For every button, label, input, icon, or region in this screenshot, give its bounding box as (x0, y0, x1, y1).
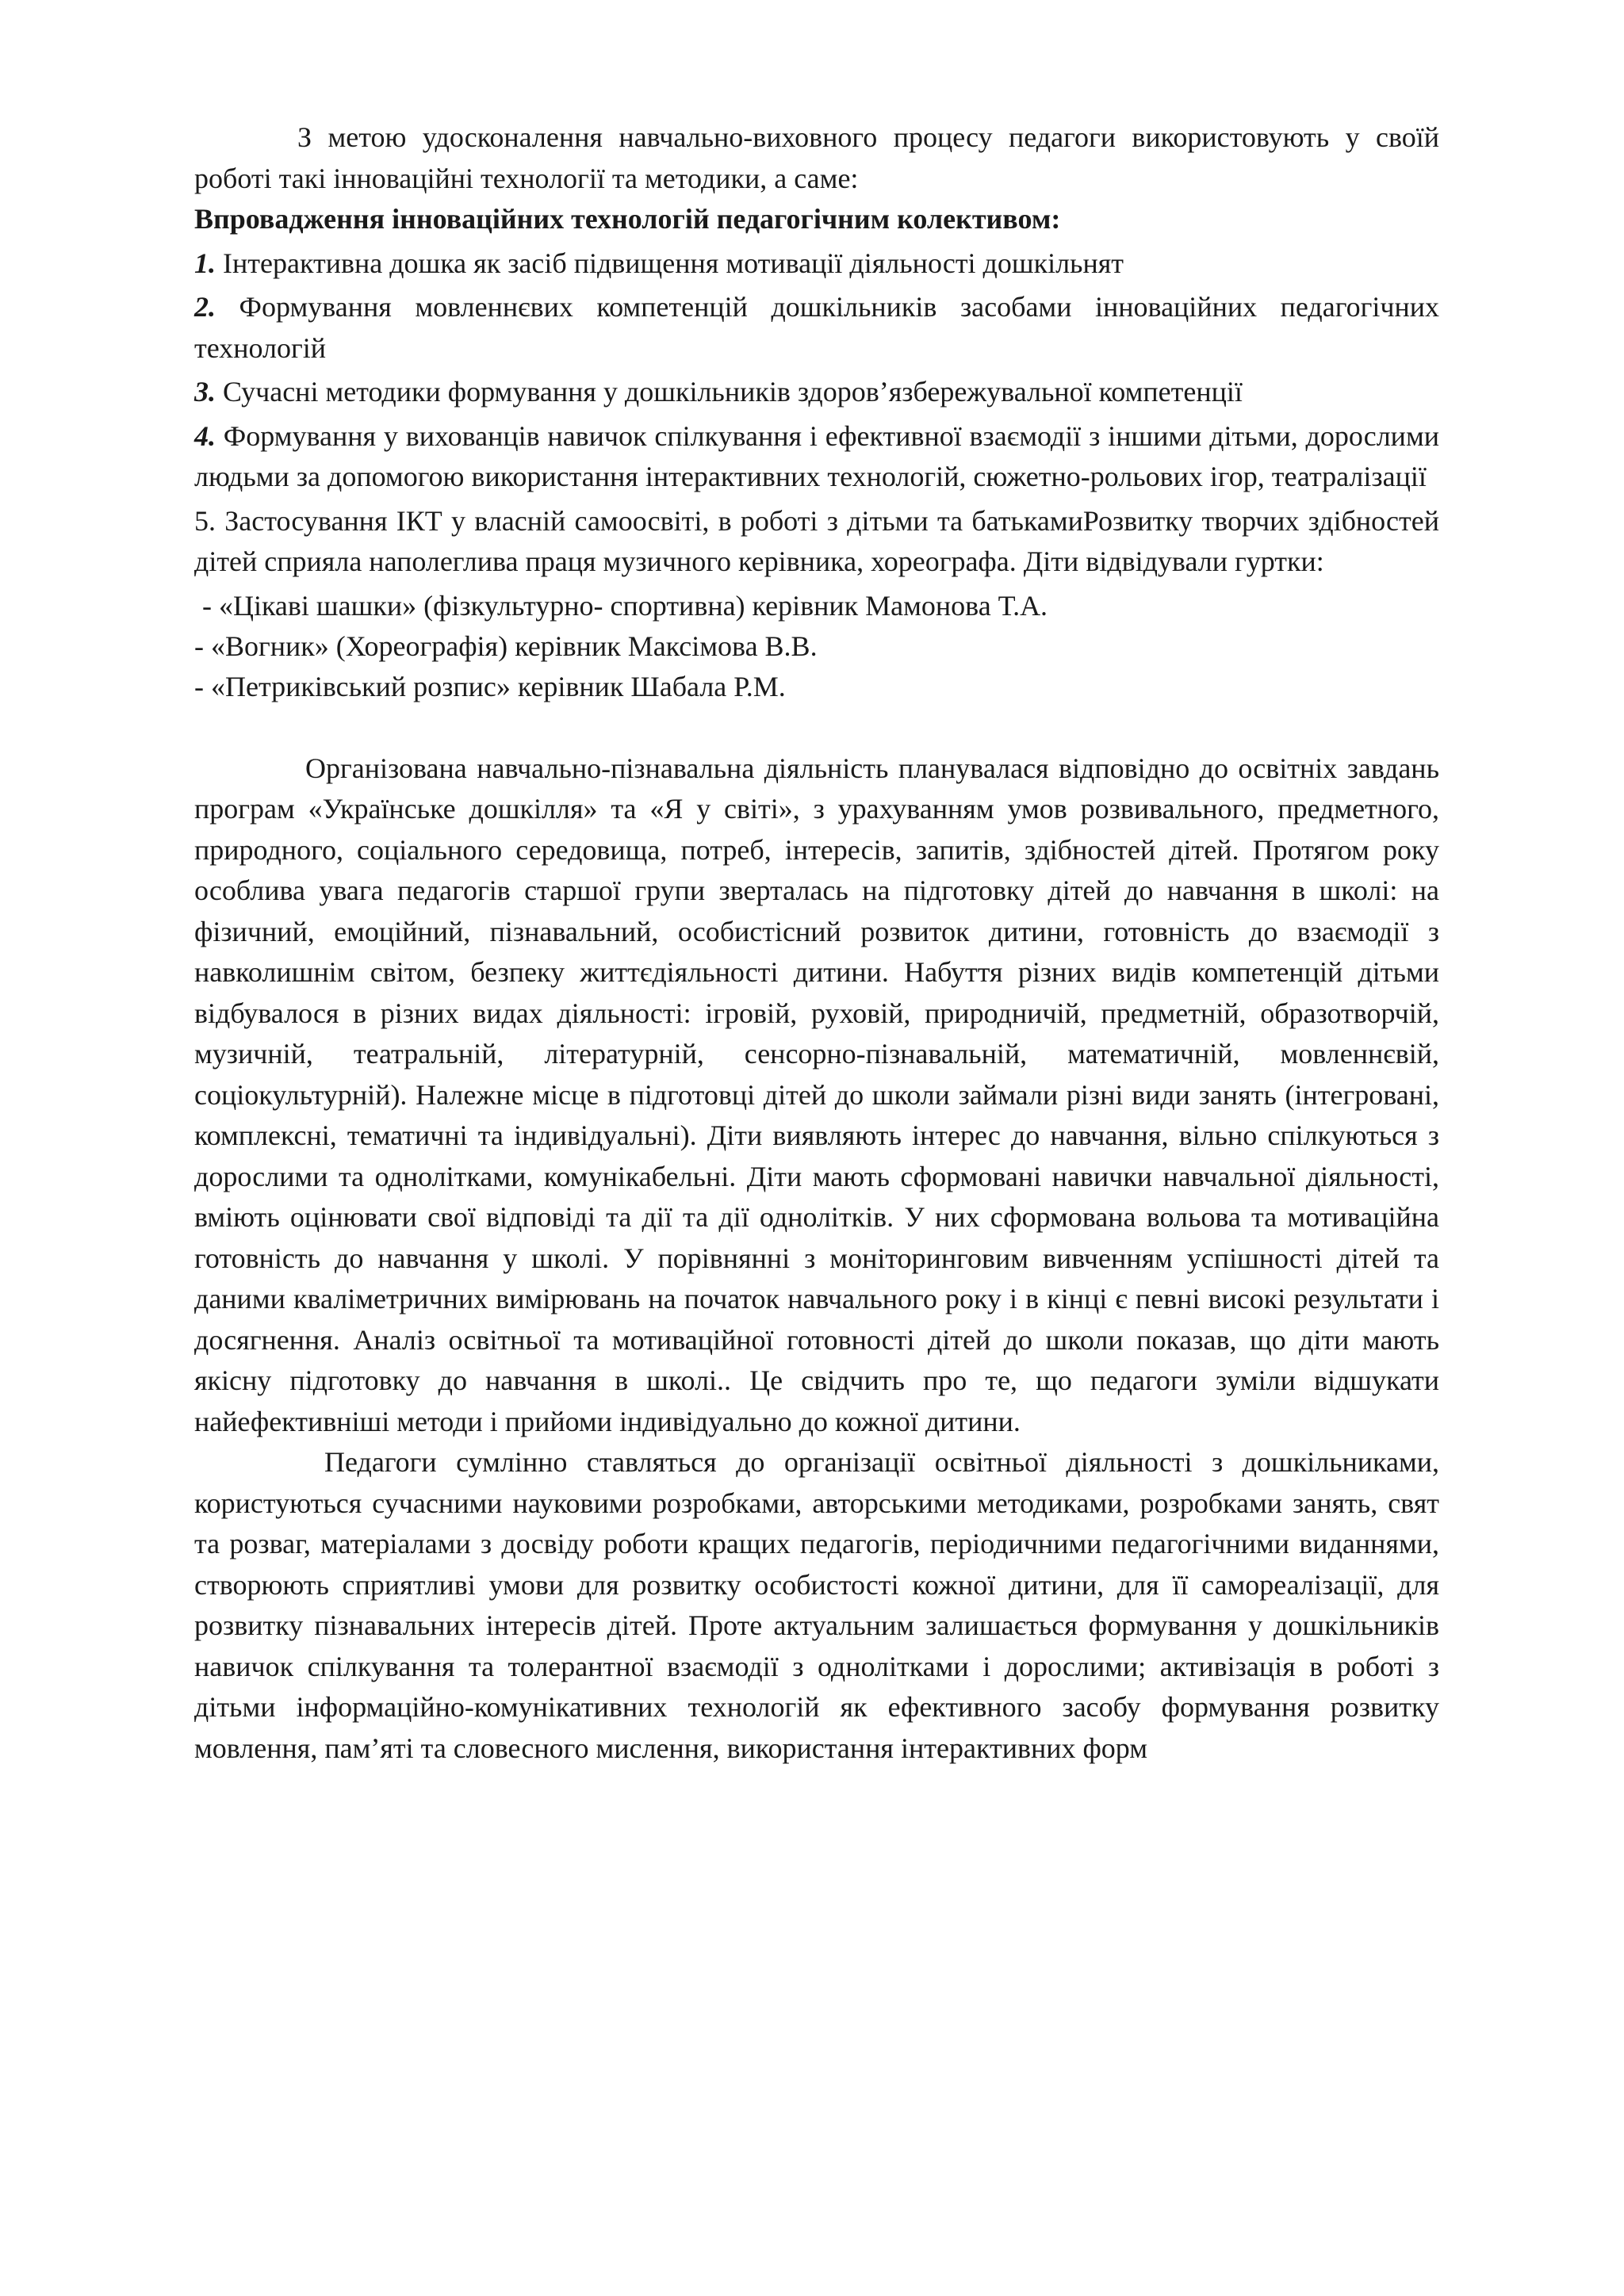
list-item-text: Застосування ІКТ у власній самоосвіті, в роботі з дітьми та батькамиРозвитку творчих здібностей дітей сприяла наполеглива праця музичного керівника, хореографа. Діти відвідували гуртки: (194, 504, 1439, 577)
intro-paragraph: З метою удосконалення навчально-виховного процесу педагоги використовують у своїй роботі такі інноваційні технології та методики, а саме: (194, 121, 1439, 194)
body-paragraph: Організована навчально-пізнавальна діяльність планувалася відповідно до освітніх завдань програм «Українське дошкілля» та «Я у світі», з урахуванням умов розвивального, предметного, природного, соціального середовища, потреб, інтересів, запитів, здібностей дітей. Протягом року особлива увага педагогів старшої групи зверталась на підготовку дітей до навчання в школі: на фізичний, емоційний, пізнавальний, особистісний розвиток дитини, готовність до взаємодії з навколишнім світом, безпеку життєдіяльності дитини. Набуття різних видів компетенцій дітьми відбувалося в різних видах діяльності: ігровій, руховій, природничій, предметній, образотворчій, музичній, театральній, літературній, сенсорно-пізнавальній, математичній, мовленнєвій, соціокультурній). Належне місце в підготовці дітей до школи займали різні види занять (інтегровані, комплексні, тематичні та індивідуальні). Діти виявляють інтерес до навчання, вільно спілкуються з дорослими та однолітками, комунікабельні. Діти мають сформовані навички навчальної діяльності, вміють оцінювати свої відповіді та дії та дії однолітків. У них сформована вольова та мотиваційна готовність до навчання у школі. У порівнянні з моніторинговим вивченням успішності дітей та даними кваліметричних вимірювань на початок навчального року і в кінці є певні високі результати і досягнення. Аналіз освітньої та мотиваційної готовності дітей до школи показав, що діти мають якісну підготовку до навчання в школі.. Це свідчить про те, що педагоги зуміли відшукати найефективніші методи і прийоми індивідуально до кожної дитини. (194, 752, 1439, 1437)
list-item-text: Формування мовленнєвих компетенцій дошкільників засобами інноваційних педагогічних технологій (194, 291, 1439, 364)
list-item-number: 5. (194, 504, 216, 537)
list-item-number: 3. (194, 376, 216, 408)
list-item-number: 2. (194, 291, 216, 323)
body-paragraph: Педагоги сумлінно ставляться до організації освітньої діяльності з дошкільниками, користуються сучасними науковими розробками, авторськими методиками, розробками занять, свят та розваг, матеріалами з досвіду роботи кращих педагогів, періодичними педагогічними виданнями, створюють сприятливі умови для розвитку особистості кожної дитини, для її самореалізації, для розвитку пізнавальних інтересів дітей. Проте актуальним залишається формування у дошкільників навичок спілкування та толерантної взаємодії з однолітками і дорослими; активізація в роботі з дітьми інформаційно-комунікативних технологій як ефективного засобу формування розвитку мовлення, пам’яті та словесного мислення, використання інтерактивних форм (194, 1446, 1439, 1764)
list-item (194, 287, 1439, 369)
list-item (194, 416, 1439, 498)
list-item-number: 1. (194, 247, 216, 279)
list-item-text: Сучасні методики формування у дошкільників здоров’язбережувальної компетенції (216, 376, 1243, 408)
club-item: - «Петриківський розпис» керівник Шабала Р.М. (194, 670, 786, 702)
list-item-text: Інтерактивна дошка як засіб підвищення мотивації діяльності дошкільнят (216, 247, 1124, 279)
list-item (194, 372, 1439, 413)
club-item: - «Цікаві шашки» (фізкультурно- спортивна) керівник Мамонова Т.А. (202, 589, 1048, 622)
clubs-list (194, 586, 1439, 707)
list-item (194, 501, 1439, 583)
list-item-number: 4. (194, 419, 216, 452)
blank-line (194, 707, 1439, 748)
list-item (194, 243, 1439, 285)
section-heading: Впровадження інноваційних технологій педагогічним колективом: (194, 203, 1061, 235)
document-page (194, 117, 1439, 1769)
club-item: - «Вогник» (Хореографія) керівник Максімова В.В. (194, 629, 818, 662)
list-item-text: Формування у вихованців навичок спілкування і ефективної взаємодії з іншими дітьми, дорослими людьми за допомогою використання інтерактивних технологій, сюжетно-рольових ігор, театралізації (194, 419, 1439, 492)
